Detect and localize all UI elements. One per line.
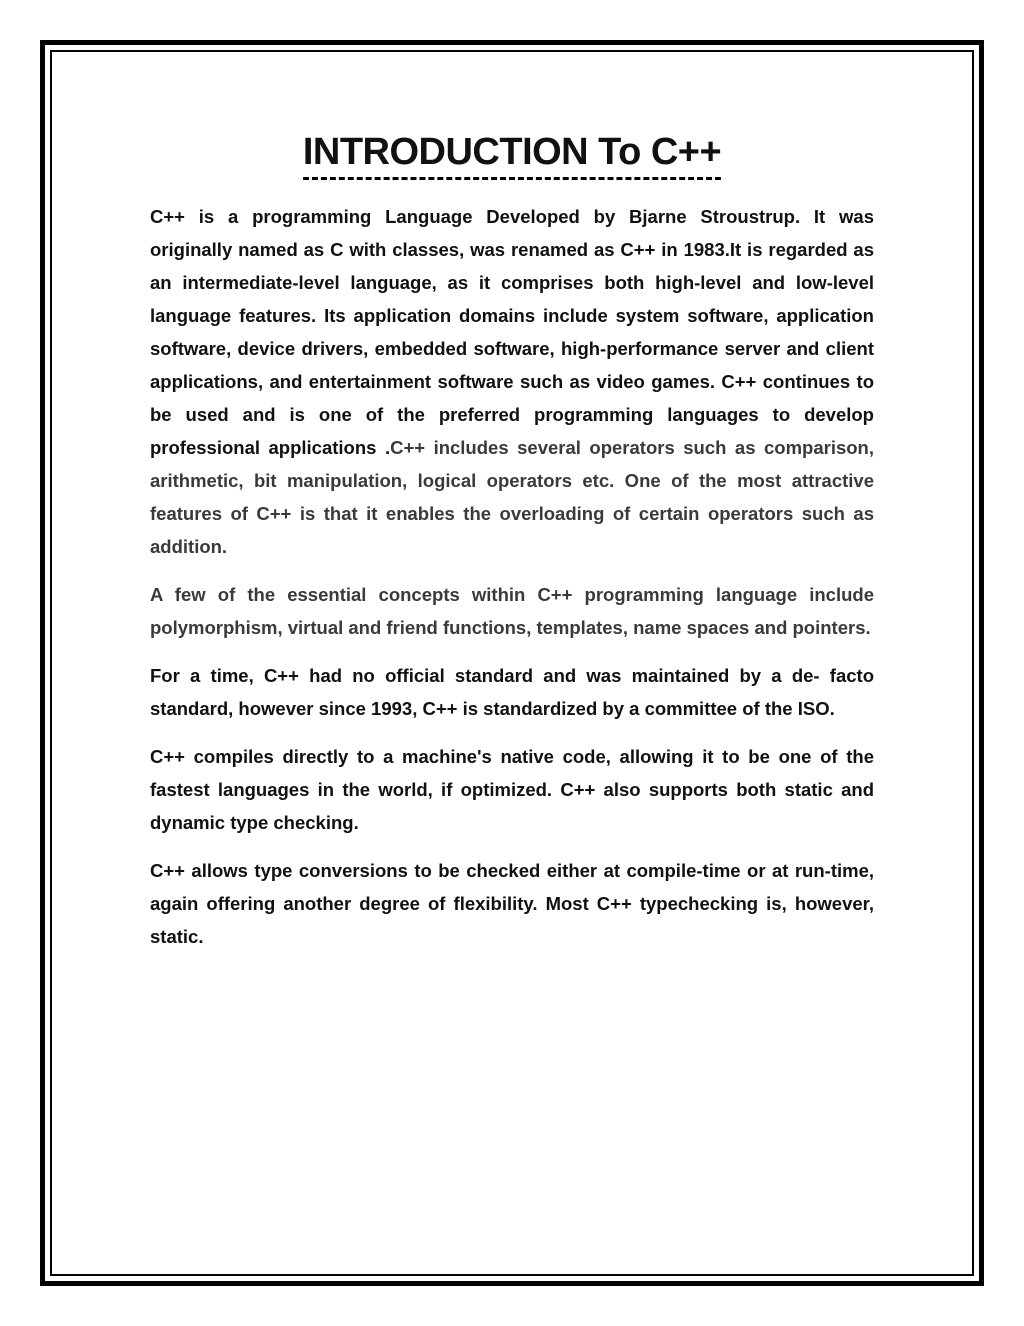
paragraph-type-conversions: C++ allows type conversions to be checked either at compile-time or at run-time, again offering another degree of flexibility. Most C++ typechecking is, however, static. [150, 860, 874, 947]
paragraph-intro-part1: C++ is a programming Language Developed by Bjarne Stroustrup. It was originally named as C with classes, was renamed as C++ in 1983.It is regarded as an intermediate-level language, as it comprises both high-level and low-level language features. Its application domains include system software, application software, device drivers, embedded software, high-performance server and client applications, and entertainment software such as video games. C++ continues to be used and is one of the preferred programming languages to develop professional applications . [150, 206, 874, 458]
page-title-text: INTRODUCTION To C++ [303, 128, 721, 180]
paragraph-intro-part2: C++ includes several operators such as comparison, arithmetic, bit manipulation, logical operators etc. One of the most attractive features of C++ is that it enables the overloading of certain operators such as addition. [150, 437, 874, 557]
document-body [150, 128, 874, 968]
paragraph-standard: For a time, C++ had no official standard and was maintained by a de- facto standard, however since 1993, C++ is standardized by a committee of the ISO. [150, 665, 874, 719]
paragraph-compilation: C++ compiles directly to a machine's native code, allowing it to be one of the fastest languages in the world, if optimized. C++ also supports both static and dynamic type checking. [150, 746, 874, 833]
paragraph-intro [150, 200, 874, 563]
paragraph-concepts: A few of the essential concepts within C++ programming language include polymorphism, virtual and friend functions, templates, name spaces and pointers. [150, 584, 874, 638]
page-title [150, 128, 874, 180]
